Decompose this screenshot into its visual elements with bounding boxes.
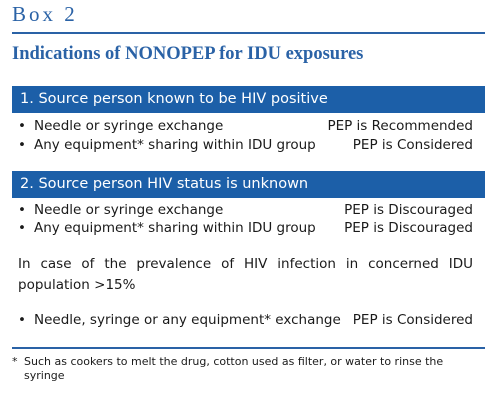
box-label: Box 2: [12, 2, 78, 26]
recommendation-label: PEP is Considered: [352, 312, 473, 328]
top-divider: [12, 32, 485, 34]
row-needle-exchange-positive: [18, 118, 473, 138]
recommendation-label: PEP is Discouraged: [344, 220, 473, 236]
row-equipment-sharing-unknown: [18, 220, 473, 240]
recommendation-label: PEP is Discouraged: [344, 202, 473, 218]
bullet-icon: •: [18, 118, 26, 134]
bullet-icon: •: [18, 312, 26, 328]
row-any-equipment-exchange: [18, 312, 473, 332]
exposure-label: Needle or syringe exchange: [34, 118, 224, 134]
exposure-label: Any equipment* sharing within IDU group: [34, 220, 316, 236]
footnote-text: Such as cookers to melt the drug, cotton used as filter, or water to rinse the syringe: [24, 355, 444, 382]
bullet-icon: •: [18, 220, 26, 236]
prevalence-condition-text: In case of the prevalence of HIV infection in concerned IDU population >15%: [18, 256, 473, 293]
section-header-hiv-unknown: 2. Source person HIV status is unknown: [12, 171, 485, 198]
footnote-asterisk: *: [12, 355, 18, 368]
exposure-label: Needle or syringe exchange: [34, 202, 224, 218]
row-needle-exchange-unknown: [18, 202, 473, 222]
bullet-icon: •: [18, 137, 26, 153]
footnote-divider: [12, 347, 485, 349]
exposure-label: Needle, syringe or any equipment* exchange: [34, 312, 341, 328]
recommendation-label: PEP is Considered: [352, 137, 473, 153]
section-header-hiv-positive: 1. Source person known to be HIV positive: [12, 86, 485, 113]
box-title: Indications of NONOPEP for IDU exposures: [12, 44, 364, 64]
bullet-icon: •: [18, 202, 26, 218]
row-equipment-sharing-positive: [18, 137, 473, 157]
footnote: [12, 355, 485, 383]
recommendation-label: PEP is Recommended: [327, 118, 473, 134]
exposure-label: Any equipment* sharing within IDU group: [34, 137, 316, 153]
